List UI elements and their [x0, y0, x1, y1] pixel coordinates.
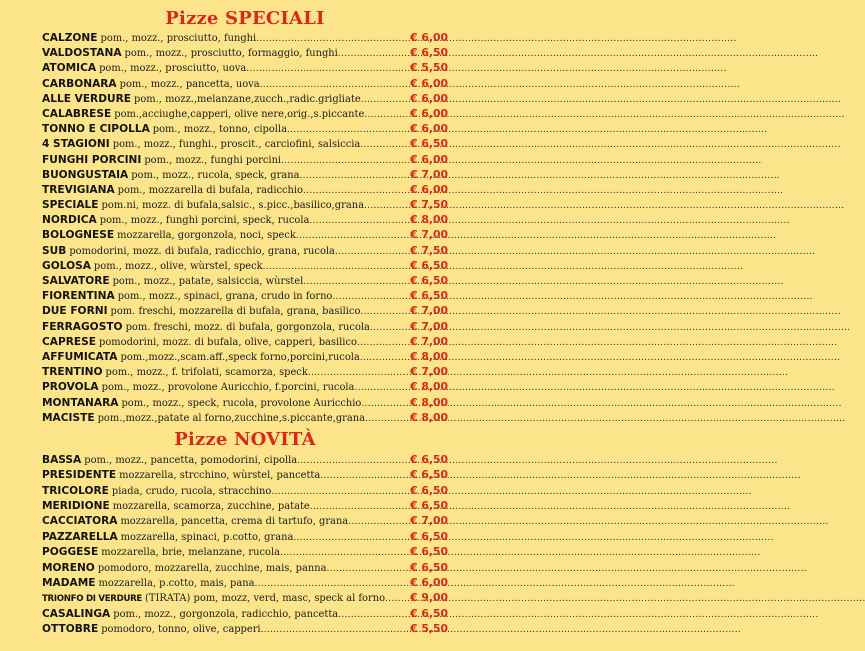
- menu-item-description: pom., mozz., funghi porcini: [144, 154, 282, 166]
- menu-item-price: € 8,00: [410, 349, 448, 363]
- menu-item-description: pomodoro, tonno, olive, capperi: [101, 624, 261, 636]
- menu-item-name: ATOMICA: [42, 62, 97, 75]
- menu-item-name: FUNGHI PORCINI: [42, 153, 142, 166]
- menu-item-name: MONTANARA: [42, 396, 119, 409]
- menu-item-price: € 6,50: [410, 499, 448, 513]
- menu-item-name: CALABRESE: [42, 107, 112, 120]
- menu-item-price: € 7,00: [410, 228, 448, 242]
- menu-item-description: pom., mozz., gorgonzola, radicchio, pancetta: [113, 608, 339, 620]
- menu-item: [42, 349, 448, 364]
- menu-item-price: € 6,50: [410, 529, 448, 543]
- menu-item-description: pom., mozz.,melanzane,zucch.,radic.grigliate: [134, 93, 361, 105]
- menu-item-description: pom., mozzarella di bufala, radicchio: [117, 184, 304, 196]
- menu-item-description: mozzarella, gorgonzola, noci, speck: [117, 230, 296, 242]
- menu-item-name: VALDOSTANA: [42, 47, 122, 60]
- menu-item-description: mozzarella, pancetta, crema di tartufo, grana: [120, 516, 349, 528]
- dot-leader: [303, 184, 409, 199]
- dot-leader: [297, 454, 409, 469]
- dot-leader: [365, 412, 409, 427]
- menu-item-price: € 6,00: [410, 152, 448, 166]
- menu-item-name: CARBONARA: [42, 77, 117, 90]
- menu-item-name: POGGESE: [42, 546, 99, 559]
- menu-item: [42, 319, 448, 334]
- dot-leader: [338, 47, 409, 62]
- menu-item-name: FIORENTINA: [42, 290, 115, 303]
- menu-item-name: SPECIALE: [42, 199, 99, 212]
- menu-item-name: 4 STAGIONI: [42, 138, 110, 151]
- menu-item-name: MADAME: [42, 577, 96, 589]
- dot-leader: [293, 531, 409, 546]
- menu-item-name: SALVATORE: [42, 275, 110, 287]
- menu-item-price: € 7,00: [410, 304, 448, 318]
- dot-leader: [254, 577, 409, 592]
- menu-item: [42, 452, 448, 467]
- dot-leader: [335, 245, 409, 260]
- menu-item-description: pomodorini, mozz. di bufala, radicchio, grana, rucola: [69, 245, 335, 257]
- menu-item-price: € 6,50: [410, 258, 448, 272]
- menu-item-price: € 6,50: [410, 137, 448, 151]
- dot-leader: [309, 214, 409, 229]
- menu-item: [42, 212, 448, 227]
- speciali-list: [42, 30, 448, 425]
- menu-item: [42, 258, 448, 273]
- menu-item-description: pom.,acciughe,capperi, olive nere,orig.,s.piccante: [114, 108, 365, 120]
- menu-item-price: € 6,00: [410, 31, 448, 44]
- menu-item: [42, 227, 448, 242]
- menu-item: [42, 91, 448, 106]
- menu-item-name: CALZONE: [42, 32, 98, 44]
- menu-item: [42, 379, 448, 394]
- menu-item-price: € 6,50: [410, 452, 448, 466]
- menu-item-price: € 8,00: [410, 410, 448, 424]
- menu-item-description: pom., mozz., rucola, speck, grana: [131, 169, 300, 181]
- menu-item-price: € 6,00: [410, 106, 448, 120]
- menu-item-description: pom., mozz., funghi porcini, speck, rucola: [99, 215, 310, 227]
- dot-leader: [357, 336, 409, 351]
- menu-item-description: mozzarella, strcchino, wùrstel, pancetta: [119, 470, 321, 482]
- menu-item-description: mozzarella, p.cotto, mais, pana: [98, 578, 255, 589]
- menu-item-description: pom., mozz., pancetta, pomodorini, cipolla: [84, 454, 298, 466]
- menu-item-price: € 6,50: [410, 545, 448, 559]
- menu-item-description: pom., mozz., tonno, cipolla: [152, 124, 287, 136]
- dot-leader: [364, 108, 409, 123]
- menu-item-price: € 6,00: [410, 91, 448, 105]
- menu-item-description: pom., mozz., f. trifolati, scamorza, speck: [105, 367, 308, 379]
- menu-item-description: pom., mozz., prosciutto, formaggio, funghi: [124, 48, 338, 60]
- menu-item-name: MACISTE: [42, 411, 95, 424]
- menu-item-price: € 7,00: [410, 334, 448, 348]
- menu-item-description: (TIRATA) pom, mozz, verd, masc, speck al forno: [145, 593, 386, 605]
- menu-item-name: PROVOLA: [42, 381, 99, 394]
- menu-item-name: BUONGUSTAIA: [42, 168, 129, 181]
- dot-leader: [354, 381, 409, 396]
- menu-item-description: pom., mozz., patate, salsiccia, wùrstel: [112, 276, 304, 287]
- dot-leader: [338, 608, 409, 623]
- menu-item: [42, 467, 448, 482]
- menu-item-price: € 9,00: [410, 591, 448, 605]
- menu-item: [42, 167, 448, 182]
- menu-item-name: MORENO: [42, 561, 95, 574]
- menu-item-name: CACCIATORA: [42, 515, 118, 528]
- menu-item: [42, 76, 448, 91]
- menu-item-price: € 7,50: [410, 198, 448, 212]
- menu-item: [42, 273, 448, 288]
- menu-item-price: € 7,00: [410, 514, 448, 528]
- menu-item-name: GOLOSA: [42, 259, 91, 272]
- menu-item: [42, 621, 448, 636]
- menu-item-description: pomodorini, mozz. di bufala, olive, capperi, basilico: [99, 336, 357, 348]
- dot-leader: [360, 138, 409, 153]
- menu-item-description: pom.ni, mozz. di bufala,salsic., s.picc.,basilico,grana: [101, 200, 364, 212]
- menu-item-price: € 6,50: [410, 468, 448, 482]
- menu-item-name: CAPRESE: [42, 335, 96, 348]
- menu-item: [42, 529, 448, 544]
- menu-item: [42, 606, 448, 621]
- menu-item-name: CASALINGA: [42, 607, 111, 620]
- dot-leader: [281, 154, 409, 169]
- menu-item-price: € 6,50: [410, 606, 448, 620]
- menu-item: [42, 364, 448, 379]
- menu-item-price: € 8,00: [410, 213, 448, 227]
- menu-item-name: ALLE VERDURE: [42, 92, 132, 105]
- dot-leader: [332, 290, 409, 305]
- menu-item-description: pomodoro, mozzarella, zucchine, mais, panna: [97, 562, 327, 574]
- menu-item-description: mozzarella, scamorza, zucchine, patate: [112, 501, 310, 513]
- dot-leader: [348, 515, 409, 530]
- menu-item-name: AFFUMICATA: [42, 350, 118, 363]
- dot-leader: [256, 32, 409, 47]
- menu-item: [42, 60, 448, 75]
- menu-item-price: € 8,00: [410, 380, 448, 394]
- menu-item-price: € 8,00: [410, 395, 448, 409]
- menu-item-price: € 6,00: [410, 182, 448, 196]
- menu-item: [42, 121, 448, 136]
- menu-item-price: € 6,50: [410, 289, 448, 303]
- menu-item: [42, 575, 448, 590]
- menu-item: [42, 410, 448, 425]
- novita-list: [42, 452, 448, 637]
- menu-item-description: pom.,mozz.,scam.aff.,speck forno,porcini,rucola: [120, 351, 360, 363]
- dot-leader: [364, 199, 409, 214]
- menu-item-description: pom., mozz., olive, wùrstel, speck: [93, 260, 263, 272]
- menu-item-price: € 6,50: [410, 560, 448, 574]
- menu-item: [42, 288, 448, 303]
- menu-item-price: € 6,00: [410, 122, 448, 136]
- menu-item: [42, 197, 448, 212]
- menu-item: [42, 590, 448, 605]
- dot-leader: [370, 321, 409, 336]
- menu-item: [42, 544, 448, 559]
- menu-item: [42, 30, 448, 45]
- dot-leader: [360, 351, 409, 366]
- menu-item-description: pom., mozz., pancetta, uova: [119, 78, 260, 90]
- dot-leader: [271, 485, 409, 500]
- dot-leader: [280, 546, 409, 561]
- dot-leader: [260, 78, 409, 93]
- menu-item-name: TONNO E CIPOLLA: [42, 123, 150, 136]
- menu-item-description: pom., mozz., spinaci, grana, crudo in forno: [117, 291, 333, 303]
- dot-leader: [303, 275, 409, 290]
- menu-item-price: € 7,00: [410, 167, 448, 181]
- menu-item-price: € 6,00: [410, 576, 448, 589]
- menu-item-description: pom., mozz., prosciutto, uova: [99, 63, 247, 75]
- menu-item-description: pom. freschi, mozz. di bufala, gorgonzola, rucola: [125, 321, 370, 333]
- menu-item-price: € 6,50: [410, 274, 448, 287]
- menu-item-description: pom., mozz., provolone Auricchio, f.porcini, rucola: [101, 382, 355, 394]
- menu-item-name: OTTOBRE: [42, 623, 99, 636]
- menu-item: [42, 182, 448, 197]
- dot-leader: [320, 469, 409, 484]
- menu-item-name: PAZZARELLA: [42, 530, 118, 543]
- menu-item: [42, 334, 448, 349]
- dot-leader: [299, 169, 409, 184]
- menu-item-name: PRESIDENTE: [42, 469, 117, 482]
- menu-item-price: € 7,00: [410, 319, 448, 333]
- menu-item-name: DUE FORNI: [42, 305, 108, 318]
- menu-item-name: FERRAGOSTO: [42, 320, 123, 333]
- menu-item: [42, 395, 448, 410]
- dot-leader: [296, 229, 409, 244]
- menu-item: [42, 303, 448, 318]
- dot-leader: [263, 260, 409, 275]
- menu-item: [42, 243, 448, 258]
- menu-item-price: € 6,00: [410, 76, 448, 90]
- menu-item-description: pom., mozz., funghi., proscit., carciofini, salsiccia: [112, 139, 361, 151]
- menu-item-name: TRENTINO: [42, 366, 103, 379]
- menu-item-name: TRIONFO DI VERDURE: [42, 594, 143, 605]
- menu-item: [42, 498, 448, 513]
- dot-leader: [310, 500, 409, 515]
- menu-item-name: BASSA: [42, 453, 82, 466]
- menu-item-name: MERIDIONE: [42, 500, 110, 513]
- menu-item-price: € 7,00: [410, 365, 448, 379]
- menu-item-name: BOLOGNESE: [42, 229, 115, 242]
- menu-item: [42, 152, 448, 167]
- menu-item-description: pom. freschi, mozzarella di bufala, grana, basilico: [110, 306, 361, 318]
- dot-leader: [261, 623, 410, 638]
- menu-item-description: pom., mozz., speck, rucola, provolone Auricchio: [121, 397, 362, 409]
- section-title-speciali: Pizze SPECIALI: [165, 8, 325, 29]
- dot-leader: [361, 397, 409, 412]
- menu-item-description: pom., mozz., prosciutto, funghi: [100, 33, 257, 44]
- menu-item: [42, 483, 448, 498]
- menu-item: [42, 560, 448, 575]
- section-title-novita: Pizze NOVITÀ: [174, 428, 316, 450]
- menu-item-price: € 6,50: [410, 483, 448, 497]
- menu-item-price: € 7,50: [410, 243, 448, 257]
- menu-item-price: € 5,50: [410, 622, 448, 636]
- dot-leader: [361, 93, 409, 108]
- dot-leader: [287, 123, 409, 138]
- menu-item-price: € 6,50: [410, 46, 448, 60]
- dot-leader: [246, 62, 409, 77]
- menu-item-description: piada, crudo, rucola, stracchino: [111, 485, 272, 497]
- menu-item: [42, 106, 448, 121]
- menu-item-name: TRICOLORE: [42, 484, 109, 497]
- dot-leader: [326, 562, 409, 577]
- menu-item-name: TREVIGIANA: [42, 183, 115, 196]
- dot-leader: [385, 592, 409, 607]
- menu-item-price: € 5,50: [410, 61, 448, 75]
- menu-item-name: NORDICA: [42, 214, 97, 227]
- dot-leader: [360, 305, 409, 320]
- menu-item-description: pom.,mozz.,patate al forno,zucchine,s.piccante,grana: [97, 412, 366, 424]
- menu-item-description: mozzarella, spinaci, p.cotto, grana: [120, 531, 294, 543]
- menu-item-name: SUB: [42, 244, 67, 257]
- menu-item: [42, 513, 448, 528]
- menu-item: [42, 136, 448, 151]
- menu-item-description: mozzarella, brie, melanzane, rucola: [101, 547, 281, 559]
- dot-leader: [308, 366, 409, 381]
- menu-item: [42, 45, 448, 60]
